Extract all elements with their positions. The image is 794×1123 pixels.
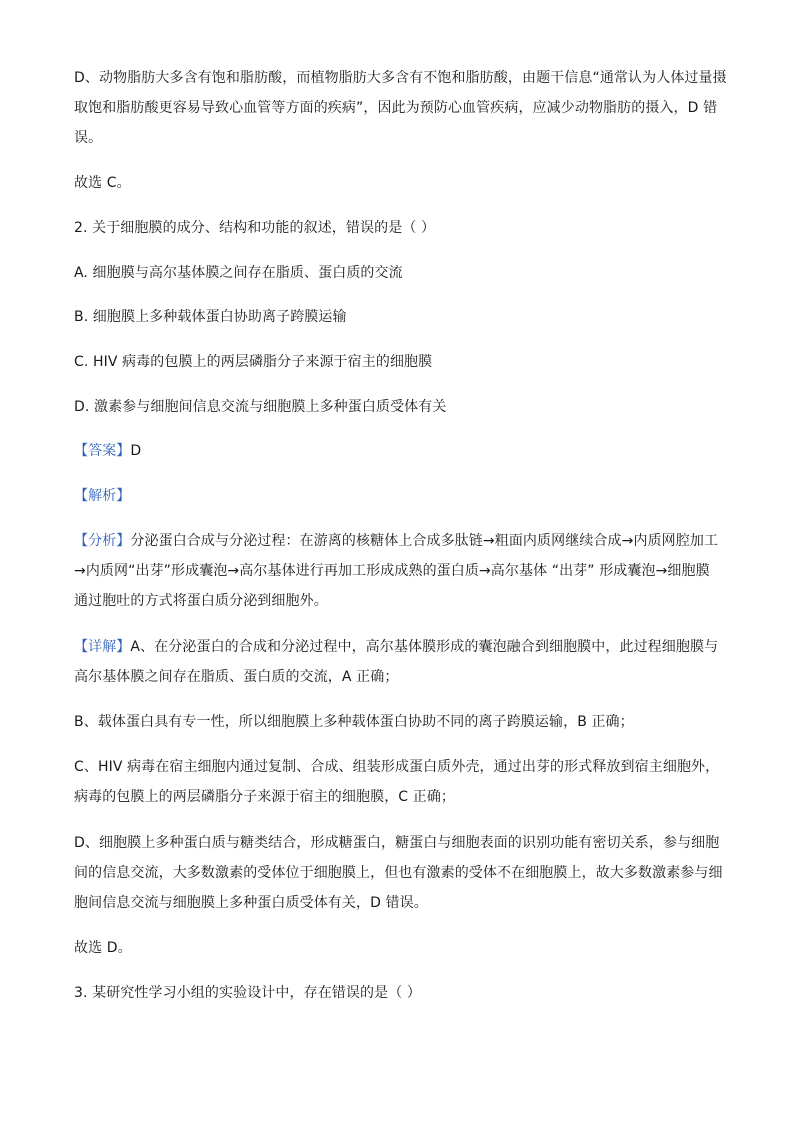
- q2-d-line-2: 间的信息交流，大多数激素的受体位于细胞膜上，但也有激素的受体不在细胞膜上，故大多数激素参与细: [74, 865, 723, 881]
- q2-answer: [74, 441, 141, 461]
- q2-option-a: A. 细胞膜与高尔基体膜之间存在脂质、蛋白质的交流: [74, 265, 403, 281]
- q2-xiangjie-line-1: [74, 637, 718, 657]
- q2-d-line-1: D、细胞膜上多种蛋白质与糖类结合，形成糖蛋白，糖蛋白与细胞表面的识别功能有密切关系，参与细胞: [74, 835, 720, 851]
- q2-fenxi-line-1: [74, 531, 718, 551]
- q2-d-line-3: 胞间信息交流与细胞膜上多种蛋白质受体有关，D 错误。: [74, 895, 428, 911]
- q2-stem: 2. 关于细胞膜的成分、结构和功能的叙述，错误的是（ ）: [74, 220, 436, 236]
- q2-xiangjie-line-2: 高尔基体膜之间存在脂质、蛋白质的交流，A 正确；: [74, 669, 399, 685]
- q2-option-c: C. HIV 病毒的包膜上的两层磷脂分子来源于宿主的细胞膜: [74, 354, 433, 370]
- q2-option-b: B. 细胞膜上多种载体蛋白协助离子跨膜运输: [74, 309, 347, 325]
- q3-stem: 3. 某研究性学习小组的实验设计中，存在错误的是（ ）: [74, 985, 421, 1001]
- q1-d-line-3: 误。: [74, 130, 103, 146]
- q2-b-explanation: B、载体蛋白具有专一性，所以细胞膜上多种载体蛋白协助不同的离子跨膜运输，B 正确；: [74, 714, 634, 730]
- xiangjie-text-1: A、在分泌蛋白的合成和分泌过程中，高尔基体膜形成的囊泡融合到细胞膜中，此过程细胞膜与: [130, 639, 719, 655]
- answer-value: D: [130, 443, 142, 459]
- answer-tag: 【答案】: [74, 443, 131, 459]
- analysis-tag: 【解析】: [74, 488, 131, 504]
- fenxi-text-1: 分泌蛋白合成与分泌过程：在游离的核糖体上合成多肽链→粗面内质网继续合成→内质网腔加工: [130, 533, 719, 549]
- xiangjie-tag: 【详解】: [74, 639, 131, 655]
- q2-c-line-1: C、HIV 病毒在宿主细胞内通过复制、合成、组装形成蛋白质外壳，通过出芽的形式释放到宿主细胞外，: [74, 759, 720, 775]
- q1-d-line-1: D、动物脂肪大多含有饱和脂肪酸，而植物脂肪大多含有不饱和脂肪酸，由题干信息“通常认为人体过量摄: [74, 70, 727, 86]
- q2-c-line-2: 病毒的包膜上的两层磷脂分子来源于宿主的细胞膜，C 正确；: [74, 789, 456, 805]
- q2-analysis-heading: [74, 486, 130, 506]
- q2-conclusion: 故选 D。: [74, 940, 132, 956]
- q1-d-line-2: 取饱和脂肪酸更容易导致心血管等方面的疾病”，因此为预防心血管疾病，应减少动物脂肪的摄入，D 错: [74, 100, 718, 116]
- q2-fenxi-line-2: →内质网“出芽”形成囊泡→高尔基体进行再加工形成成熟的蛋白质→高尔基体 “出芽” 形成囊泡→细胞膜: [74, 563, 710, 579]
- q2-fenxi-line-3: 通过胞吐的方式将蛋白质分泌到细胞外。: [74, 593, 328, 609]
- q1-conclusion: 故选 C。: [74, 175, 131, 191]
- fenxi-tag: 【分析】: [74, 533, 131, 549]
- q2-option-d: D. 激素参与细胞间信息交流与细胞膜上多种蛋白质受体有关: [74, 399, 447, 415]
